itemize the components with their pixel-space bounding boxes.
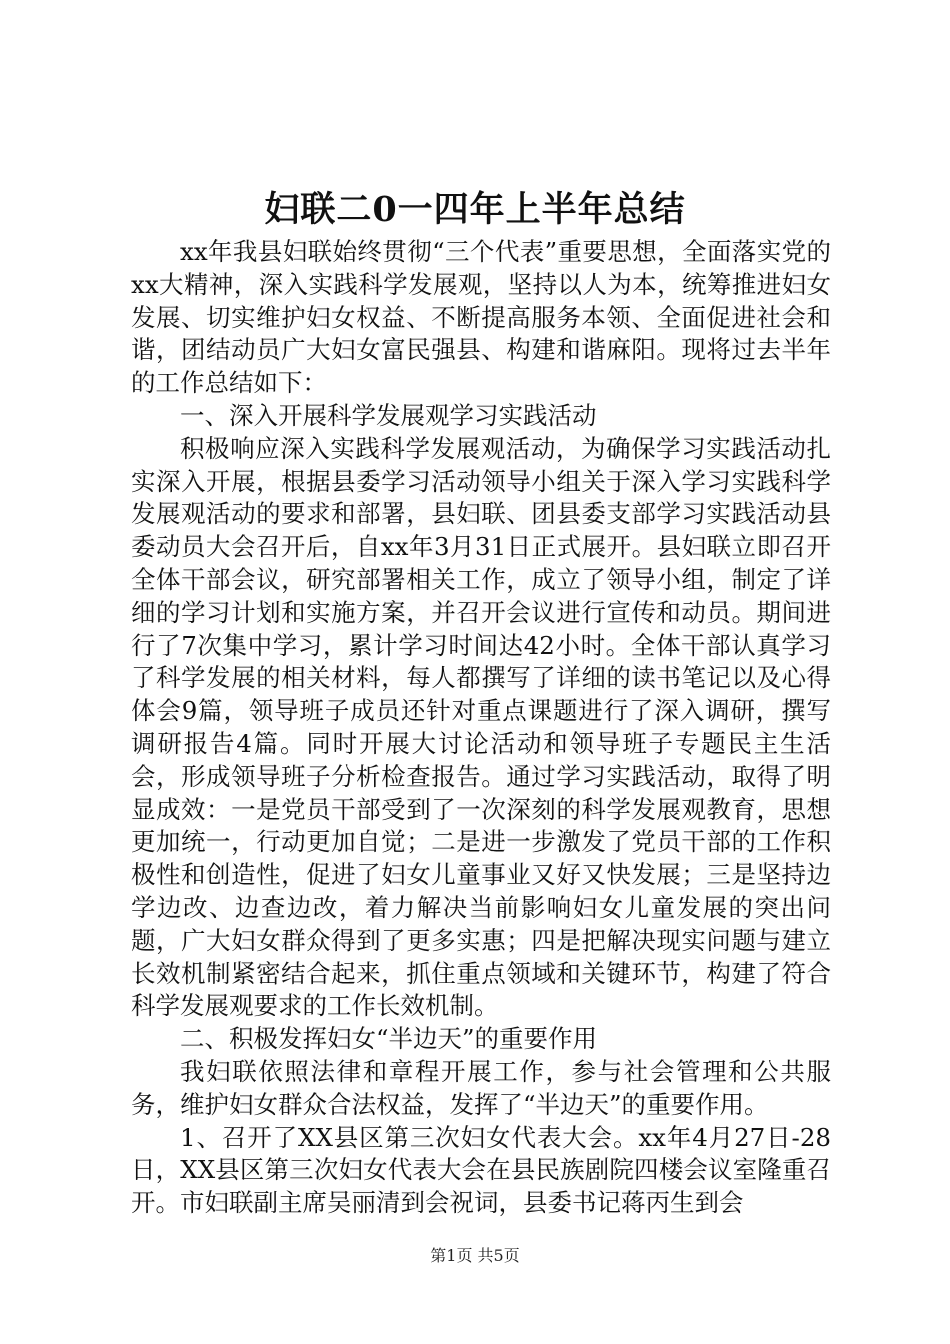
section-heading-2: 二、积极发挥妇女“半边天”的重要作用: [180, 1024, 598, 1054]
paragraph-section-1: 积极响应深入实践科学发展观活动，为确保学习实践活动扎实深入开展，根据县委学习活动领导小组关于深入学习实践科学发展观活动的要求和部署，县妇联、团县委支部学习实践活动县委动员大会召开后，自xx年3月31日正式展开。县妇联立即召开全体干部会议，研究部署相关工作，成立了领导小组，制定了详细的学习计划和实施方案，并召开会议进行宣传和动员。期间进行了7次集中学习，累计学习时间达42小时。全体干部认真学习了科学发展的相关材料，每人都撰写了详细的读书笔记以及心得体会9篇，领导班子成员还针对重点课题进行了深入调研，撰写调研报告4篇。同时开展大讨论活动和领导班子专题民主生活会，形成领导班子分析检查报告。通过学习实践活动，取得了明显成效：一是党员干部受到了一次深刻的科学发展观教育，思想更加统一，行动更加自觉；二是进一步激发了党员干部的工作积极性和创造性，促进了妇女儿童事业又好又快发展；三是坚持边学边改、边查边改，着力解决当前影响妇女儿童发展的突出问题，广大妇女群众得到了更多实惠；四是把解决现实问题与建立长效机制紧密结合起来，抓住重点领域和关键环节，构建了符合科学发展观要求的工作长效机制。: [131, 433, 831, 1021]
paragraph-item-1: 1、召开了XX县区第三次妇女代表大会。xx年4月27日-28日，XX县区第三次妇女代表大会在县民族剧院四楼会议室隆重召开。市妇联副主席吴丽清到会祝词，县委书记蒋丙生到会: [131, 1122, 831, 1218]
page-number-footer: 第1页 共5页: [430, 1246, 520, 1265]
document-title: 妇联二0一四年上半年总结: [264, 189, 686, 230]
paragraph-section-2: 我妇联依照法律和章程开展工作，参与社会管理和公共服务，维护妇女群众合法权益，发挥了“半边天”的重要作用。: [131, 1056, 831, 1119]
section-heading-1: 一、深入开展科学发展观学习实践活动: [180, 400, 597, 430]
paragraph-intro: xx年我县妇联始终贯彻“三个代表”重要思想，全面落实党的xx大精神，深入实践科学发展观，坚持以人为本，统筹推进妇女发展、切实维护妇女权益、不断提高服务本领、全面促进社会和谐，团结动员广大妇女富民强县、构建和谐麻阳。现将过去半年的工作总结如下：: [131, 237, 831, 398]
document-body: [131, 236, 831, 1220]
